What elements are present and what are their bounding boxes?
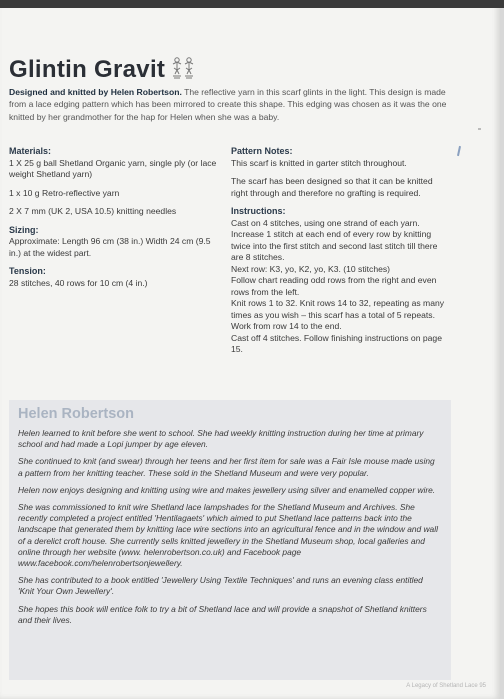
bio-paragraph: Helen learned to knit before she went to school. She had weekly knitting instruction during her time at primary school and had made a Lopi jumper by age eleven. [18,428,424,450]
materials-item: 2 X 7 mm (UK 2, USA 10.5) knitting needles [9,206,177,216]
intro-byline: Designed and knitted by Helen Robertson. [9,87,182,97]
page-mark [478,128,481,130]
bio-title: Helen Robertson [18,406,135,422]
pattern-notes-heading: Pattern Notes: [231,146,293,156]
two-figure-lace-motif-icon [170,56,196,80]
tension-heading: Tension: [9,266,46,276]
right-column [231,146,446,363]
bio-paragraph: She has contributed to a book entitled 'Jewellery Using Textile Techniques' and runs an evening class entitled 'Knit Your Own Jewellery'. [18,575,423,597]
tension-text: 28 stitches, 40 rows for 10 cm (4 in.) [9,277,148,288]
intro-text: The reflective yarn in this scarf glints in the light. This design is made from a lace edging pattern which has been mirrored to create this shape. This edging was chosen as it was the one knitted by her grandmother for the hap for Helen when she was a baby. [9,87,447,122]
instructions-text: Cast on 4 stitches, using one strand of each yarn. Increase 1 stitch at each end of every row by knitting twice into the first stitch and second last stitch till there are 8 stitches. Next row: K3, yo, K2, yo, K3. (10 stitches) Follow chart reading odd rows from the right and even rows from the left. Knit rows 1 to 32. Knit rows 14 to 32, repeating as many times as you wish – this scarf has a total of 5 repeats. Work from row 14 to the end. Cast off 4 stitches. Follow finishing instructions on page 15. [231,217,445,354]
pattern-notes-item: This scarf is knitted in garter stitch throughout. [231,157,407,168]
sizing-heading: Sizing: [9,224,39,235]
sizing-text: Approximate: Length 96 cm (38 in.) Width 24 cm (9.5 in.) at the widest part. [9,236,211,258]
page-footer: A Legacy of Shetland Lace 95 [406,683,486,689]
top-band [0,0,504,8]
bio-paragraph: She hopes this book will entice folk to try a bit of Shetland lace and will provide a snapshot of Shetland knitters and their lives. [18,603,427,625]
materials-item: 1 X 25 g ball Shetland Organic yarn, single ply (or lace weight Shetland yarn) [9,157,217,179]
bio-box [9,400,451,680]
bio-paragraph: She continued to knit (and swear) through her teens and her first item for sale was a Fair Isle mouse made using a pattern from her knitting teacher. These sold in the Shetland Museum and were very popular. [18,456,435,478]
page-title: Glintin Gravit [9,56,166,83]
bio-text [18,428,438,632]
pattern-notes-item: The scarf has been designed so that it can be knitted right through and therefore no grafting is required. [231,176,433,198]
bio-paragraph: She was commissioned to knit wire Shetland lace lampshades for the Shetland Museum and Archives. She recently completed a project entitled 'Hentilagaets' which aimed to put Shetland lace patterns back into the landscape that generated them by knitting lace wire sections into an agricultural fence and in the window and wall of a derelict croft house. She currently sells knitted jewellery in the Shetland Museum shop, local galleries and online through her website (www. helenrobertson.co.uk) and Facebook page www.facebook.com/helenrobertsonjewellery. [18,502,438,569]
bio-paragraph: Helen now enjoys designing and knitting using wire and makes jewellery using silver and enamelled copper wire. [18,484,436,495]
intro-paragraph [9,86,449,123]
materials-item: 1 x 10 g Retro-reflective yarn [9,187,120,198]
pen-mark [457,146,461,156]
left-column [9,146,219,296]
instructions-heading: Instructions: [231,206,286,216]
materials-heading: Materials: [9,146,52,156]
